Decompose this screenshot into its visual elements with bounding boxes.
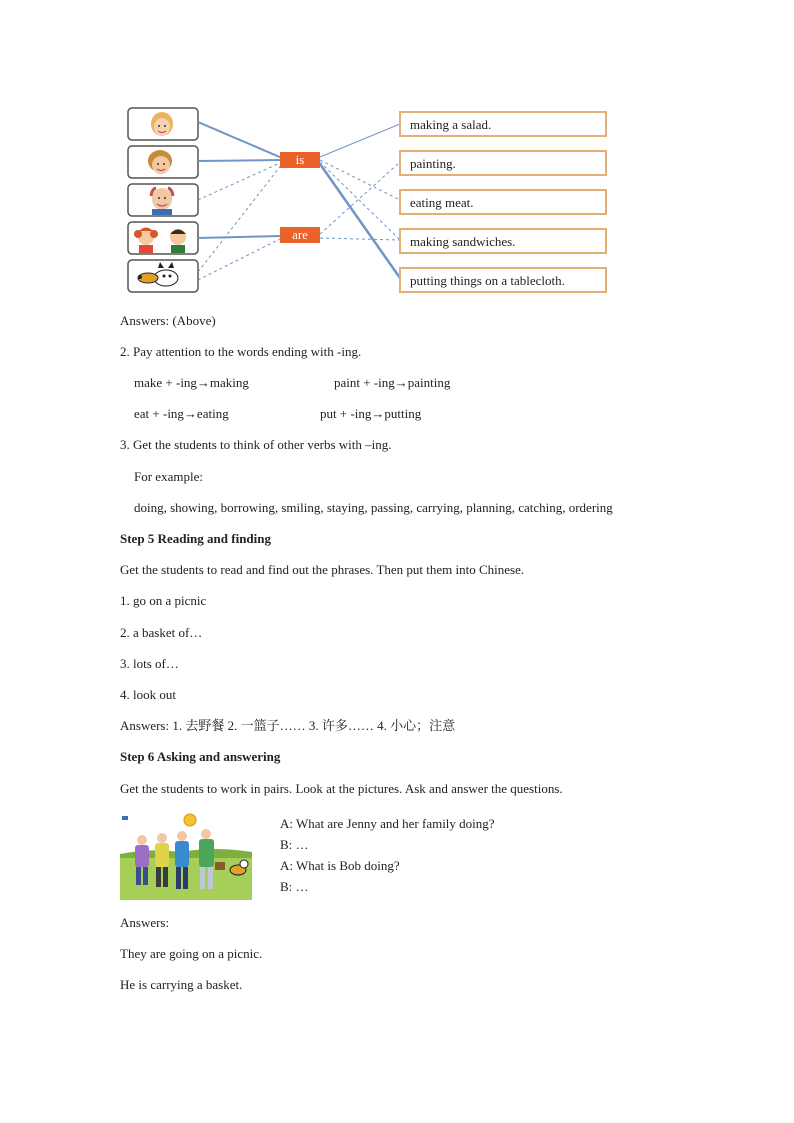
phrase-item-4: 4. look out <box>120 687 176 702</box>
bald-man-icon <box>151 188 173 215</box>
step-6-answer-2: He is carrying a basket. <box>120 977 243 992</box>
family-picnic-illustration <box>120 812 252 900</box>
person-box-3 <box>128 184 198 216</box>
example-label: For example: <box>134 469 203 484</box>
svg-text:putting things on a tablecloth: putting things on a tablecloth. <box>410 273 565 288</box>
phrase-box-5 <box>400 268 606 292</box>
ing-rule-make: make + -ing→making <box>134 375 249 390</box>
svg-text:making a salad.: making a salad. <box>410 117 492 132</box>
step-5-instruction: Get the students to read and find out the phrases. Then put them into Chinese. <box>120 562 525 577</box>
phrase-box-2 <box>400 151 606 175</box>
person-box-1 <box>128 108 198 140</box>
svg-text:are: are <box>292 227 308 242</box>
person-box-5 <box>128 260 198 292</box>
phrase-item-1: 1. go on a picnic <box>120 593 207 608</box>
phrase-box-1 <box>400 112 606 136</box>
matching-exercise <box>124 100 614 300</box>
person-box-4 <box>128 222 198 254</box>
dialogue-line-4: B: … <box>280 879 309 894</box>
phrase-item-2: 2. a basket of… <box>120 625 203 640</box>
answers-above: Answers: (Above) <box>120 313 216 328</box>
ing-rule-paint: paint + -ing→painting <box>334 375 451 390</box>
step-6-instruction: Get the students to work in pairs. Look at the pictures. Ask and answer the questions. <box>120 781 563 796</box>
dialogue-line-2: B: … <box>280 837 309 852</box>
matching-lines <box>198 122 400 280</box>
svg-text:is: is <box>295 152 305 167</box>
phrase-box-3 <box>400 190 606 214</box>
item-3-text: 3. Get the students to think of other verbs with –ing. <box>120 437 392 452</box>
item-2-text: 2. Pay attention to the words ending with -ing. <box>120 344 362 359</box>
phrase-box-4 <box>400 229 606 253</box>
ing-rule-put: put + -ing→putting <box>320 406 422 421</box>
svg-text:eating meat.: eating meat. <box>410 195 474 210</box>
basket-icon <box>215 862 225 870</box>
verb-box-are <box>280 227 320 243</box>
svg-text:making sandwiches.: making sandwiches. <box>410 234 516 249</box>
step-6-title: Step 6 Asking and answering <box>120 749 281 764</box>
svg-text:painting.: painting. <box>410 156 456 171</box>
step-5-title: Step 5 Reading and finding <box>120 531 271 546</box>
ing-rule-eat: eat + -ing→eating <box>134 406 229 421</box>
dialogue-line-1: A: What are Jenny and her family doing? <box>280 816 495 831</box>
step-6-answer-1: They are going on a picnic. <box>120 946 263 961</box>
phrase-item-3: 3. lots of… <box>120 656 179 671</box>
verb-box-is <box>280 152 320 168</box>
dialogue-line-3: A: What is Bob doing? <box>280 858 400 873</box>
girl-with-hair-band-icon <box>151 112 173 136</box>
person-box-2 <box>128 146 198 178</box>
step-5-answers: Answers: 1. 去野餐 2. 一篮子…… 3. 许多…… 4. 小心；注意 <box>120 718 456 733</box>
example-verbs: doing, showing, borrowing, smiling, staying, passing, carrying, planning, catching, ordering <box>134 500 613 515</box>
step-6-answers-label: Answers: <box>120 915 170 930</box>
